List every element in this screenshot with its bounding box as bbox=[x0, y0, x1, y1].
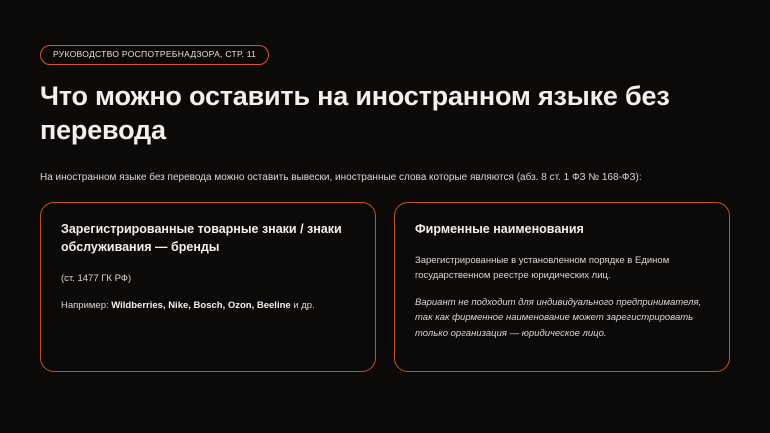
card-title: Фирменные наименования bbox=[415, 222, 584, 237]
example-suffix: и др. bbox=[290, 299, 315, 311]
cards-container bbox=[40, 202, 730, 372]
page-title: Что можно оставить на иностранном языке без перевода bbox=[40, 80, 670, 146]
card-legal-reference: (ст. 1477 ГК РФ) bbox=[61, 272, 132, 284]
card-trademarks bbox=[40, 202, 376, 372]
card-examples bbox=[61, 298, 355, 313]
example-prefix: Например: bbox=[61, 299, 112, 311]
example-brands: Wildberries, Nike, Bosch, Ozon, Beeline bbox=[111, 299, 291, 311]
card-body: Зарегистрированные в установленном порядке в Едином государственном реестре юридических лиц. bbox=[415, 254, 670, 282]
card-company-names bbox=[394, 202, 730, 372]
source-badge: РУКОВОДСТВО РОСПОТРЕБНАДЗОРА, СТР. 11 bbox=[40, 45, 269, 65]
intro-paragraph: На иностранном языке без перевода можно оставить вывески, иностранные слова которые являются (абз. 8 ст. 1 ФЗ № 168-ФЗ): bbox=[40, 171, 642, 183]
card-italic-note: Вариант не подходит для индивидуального предпринимателя, так как фирменное наименование может зарегистрировать только организация — юридическое лицо. bbox=[415, 297, 702, 339]
card-title: Зарегистрированные товарные знаки / знаки обслуживания — бренды bbox=[61, 222, 342, 254]
